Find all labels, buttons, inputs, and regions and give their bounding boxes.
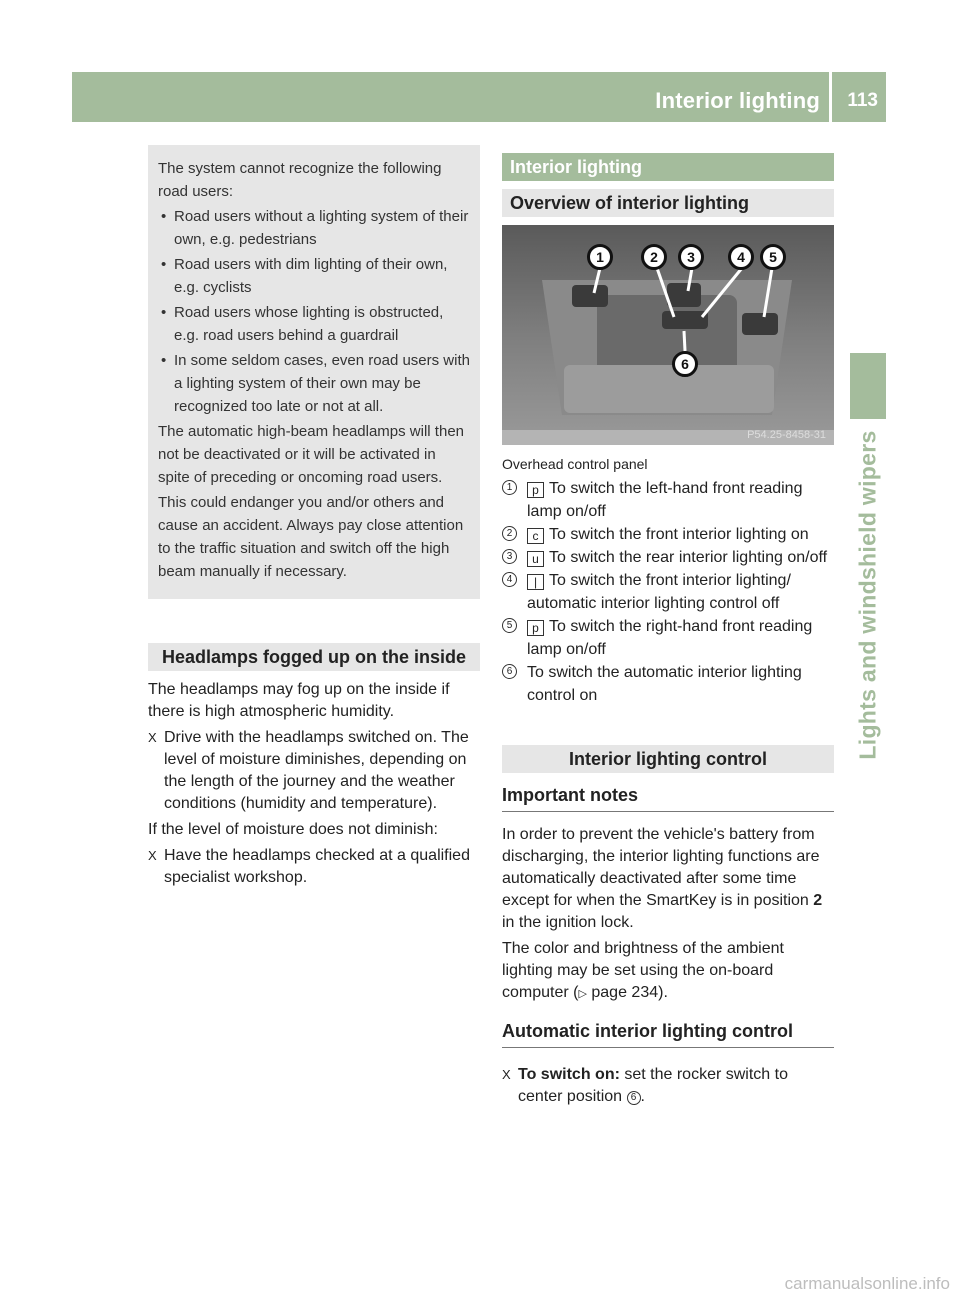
photo-code: P54.25-8458-31 <box>747 429 826 441</box>
step-arrow-icon: X <box>148 730 157 745</box>
important-notes-heading: Important notes <box>502 783 834 812</box>
side-tab-block <box>850 353 886 419</box>
notes-paragraph <box>502 938 834 1005</box>
interior-section-title: Interior lighting <box>502 153 834 181</box>
legend-item <box>502 477 834 523</box>
legend-item <box>502 661 834 707</box>
page-reference[interactable]: page 234). <box>586 984 668 1001</box>
fog-condition: If the level of moisture does not diminish: <box>148 821 438 838</box>
page-header <box>72 72 886 122</box>
control-section-title: Interior lighting control <box>502 745 834 773</box>
legend-item <box>502 523 834 546</box>
notes-text: In order to prevent the vehicle's battery from discharging, the interior lighting functions are automatically deactivated after some time except for when the SmartKey is in position <box>502 826 820 909</box>
auto-control-heading: Automatic interior lighting control <box>502 1019 834 1048</box>
legend-number: 4 <box>502 572 517 587</box>
header-separator <box>829 72 832 122</box>
step-text: . <box>640 1088 645 1105</box>
left-column <box>148 145 480 889</box>
position-callout: 6 <box>627 1091 641 1105</box>
callout-2: 2 <box>641 244 667 270</box>
switch-on-step <box>502 1064 834 1108</box>
legend-number: 5 <box>502 618 517 633</box>
legend-number: 2 <box>502 526 517 541</box>
legend-text: To switch the rear interior lighting on/off <box>549 549 828 566</box>
legend-text: To switch the front interior lighting/ automatic interior lighting control off <box>527 572 791 612</box>
warning-intro: The system cannot recognize the following road users: <box>158 160 442 200</box>
page-number: 113 <box>847 90 878 111</box>
callout-6: 6 <box>672 351 698 377</box>
warning-bullet: • In some seldom cases, even road users with a lighting system of their own may be recognized too late or not at all. <box>158 349 471 418</box>
right-column <box>502 153 834 1108</box>
warning-paragraph: This could endanger you and/or others and cause an accident. Always pay close attention to the traffic situation and switch off the high beam manually if necessary. <box>158 494 464 580</box>
callout-3: 3 <box>678 244 704 270</box>
notes-text: The color and brightness of the ambient lighting may be set using the on-board computer ( <box>502 940 784 1001</box>
notes-text: in the ignition lock. <box>502 914 634 931</box>
legend-item <box>502 546 834 569</box>
legend-item <box>502 615 834 661</box>
legend-text: To switch the front interior lighting on <box>549 526 809 543</box>
warning-box <box>148 145 480 599</box>
legend-text: To switch the automatic interior lighting control on <box>527 664 802 704</box>
side-tab-label: Lights and windshield wipers <box>854 430 881 760</box>
photo-caption: Overhead control panel <box>502 456 648 472</box>
legend-item <box>502 569 834 615</box>
legend-list <box>502 477 834 707</box>
overhead-panel-photo <box>502 225 834 445</box>
reading-lamp-icon: p <box>527 482 544 498</box>
warning-bullet: • Road users with dim lighting of their own, e.g. cyclists <box>158 253 471 299</box>
page-ref-arrow-icon: ▷ <box>578 988 587 1000</box>
step-text: set the rocker switch to center position <box>518 1066 788 1105</box>
fog-step-text: Drive with the headlamps switched on. The level of moisture diminishes, depending on the length of the journey and the weather conditions (humidity and temperature). <box>164 729 469 812</box>
step-arrow-icon: X <box>148 848 157 863</box>
overview-title: Overview of interior lighting <box>502 189 834 217</box>
callout-5: 5 <box>760 244 786 270</box>
step-arrow-icon: X <box>502 1067 511 1082</box>
legend-text: To switch the left-hand front reading lamp on/off <box>527 480 803 520</box>
fog-step <box>148 727 480 815</box>
fog-step-text: Have the headlamps checked at a qualified specialist workshop. <box>164 847 470 886</box>
side-tab <box>846 430 890 760</box>
callout-1: 1 <box>587 244 613 270</box>
legend-number: 6 <box>502 664 517 679</box>
header-title: Interior lighting <box>655 88 820 113</box>
legend-number: 1 <box>502 480 517 495</box>
reading-lamp-icon: p <box>527 620 544 636</box>
legend-text: To switch the right-hand front reading lamp on/off <box>527 618 813 658</box>
step-label: To switch on: <box>518 1066 620 1083</box>
front-interior-light-icon: c <box>527 528 544 544</box>
callout-4: 4 <box>728 244 754 270</box>
warning-bullet: • Road users whose lighting is obstructed, e.g. road users behind a guardrail <box>158 301 471 347</box>
fog-section-title: Headlamps fogged up on the inside <box>148 643 480 671</box>
legend-number: 3 <box>502 549 517 564</box>
fog-step <box>148 845 480 889</box>
fog-intro: The headlamps may fog up on the inside if there is high atmospheric humidity. <box>148 681 450 720</box>
watermark: carmanualsonline.info <box>784 1274 950 1293</box>
warning-paragraph: The automatic high-beam headlamps will then not be deactivated or it will be activated in spite of preceding or oncoming road users. <box>158 423 464 486</box>
interior-light-off-icon: | <box>527 574 544 590</box>
warning-bullet: • Road users without a lighting system of their own, e.g. pedestrians <box>158 205 471 251</box>
notes-paragraph <box>502 824 834 934</box>
key-position: 2 <box>813 892 823 909</box>
rear-interior-light-icon: u <box>527 551 544 567</box>
